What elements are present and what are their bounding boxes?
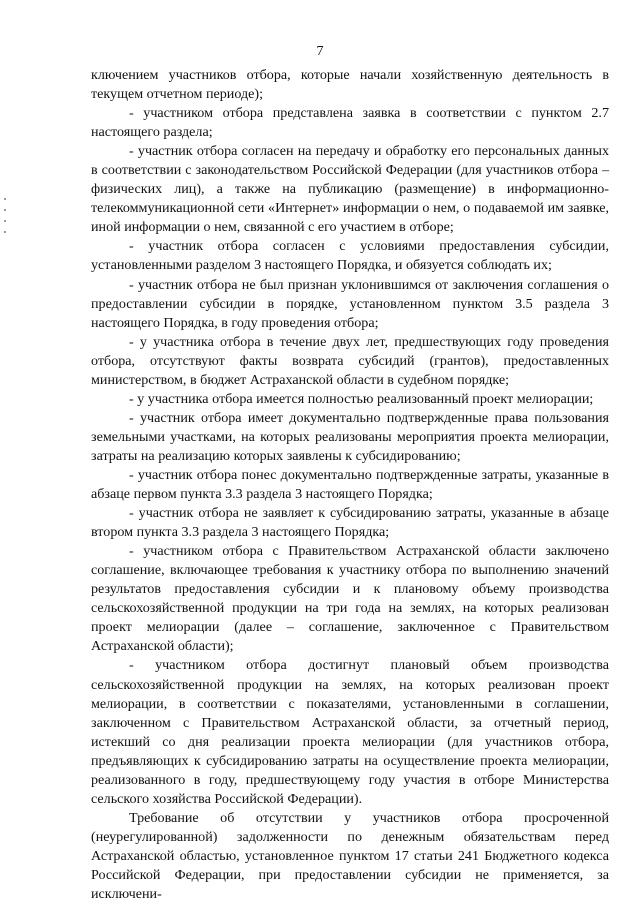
scan-margin-marks <box>4 198 8 258</box>
scan-dot <box>4 209 6 211</box>
paragraph-personal-data-consent: - участник отбора согласен на передачу и обработку его персональных данных в соответствии с законодательством Российской Федерации (для участников отбора – физических лиц), а также на публикацию (размещение) в информационно-телекоммуникационной сети «Интернет» информации о нем, о подаваемой им заявке, иной информации о нем, связанной с его участием в отборе; <box>91 143 609 236</box>
scan-dot <box>4 198 6 200</box>
paragraph-documented-costs: - участник отбора понес документально подтвержденные затраты, указанные в абзаце первом пункта 3.3 раздела 3 настоящего Порядка; <box>91 466 609 503</box>
paragraph-debt-requirement: Требование об отсутствии у участников отбора просроченной (неурегулированной) задолженности по денежным обязательствам перед Астраханской областью, установленное пунктом 17 статьи 241 Бюджетного кодекса Российской Федерации, при предоставлении субсидии не применяется, за исключени- <box>91 809 609 903</box>
paragraph-production-volume: - участником отбора достигнут плановый объем производства сельскохозяйственной продукции на землях, на которых реализован проект мелиорации, в соответствии с показателями, установленными в соглашении, заключенном с Правительством Астраханской области, за отчетный период, истекший со дня реализации проекта мелиорации (для участников отбора, предъявляющих к субсидированию затраты на осуществление проекта мелиорации, реализованного в году, предшествующему году участия в отборе Министерства сельского хозяйства Российской Федерации). <box>91 657 609 807</box>
paragraph-excluded-costs: - участник отбора не заявляет к субсидированию затраты, указанные в абзаце втором пункта 3.3 раздела 3 настоящего Порядка; <box>91 505 609 541</box>
paragraph-no-subsidy-returns: - у участника отбора в течение двух лет, предшествующих году проведения отбора, отсутствуют факты возврата субсидий (грантов), предоставленных министерством, в бюджет Астраханской области в судебном порядке; <box>91 333 609 388</box>
paragraph-government-agreement: - участником отбора с Правительством Астраханской области заключено соглашение, включающее требования к участнику отбора по выполнению значений результатов предоставления субсидии и к плановому объему производства сельскохозяйственной продукции на три года на землях, на которых реализован проект мелиорации (далее – соглашение, заключенное с Правительством Астраханской области); <box>91 543 609 655</box>
paragraph-not-evaded-agreement: - участник отбора не был признан уклонившимся от заключения соглашения о предоставлении субсидии в порядке, установленном пунктом 3.5 раздела 3 настоящего Порядка, в году проведения отбора; <box>91 276 609 331</box>
document-body <box>91 66 609 904</box>
page-number: 7 <box>316 44 324 59</box>
paragraph-application-submitted: - участником отбора представлена заявка в соответствии с пунктом 2.7 настоящего раздела; <box>91 105 609 141</box>
paragraph-agrees-conditions: - участник отбора согласен с условиями предоставления субсидии, установленными разделом 3 настоящего Порядка, и обязуется соблюдать их; <box>91 238 609 274</box>
paragraph-continuation: ключением участников отбора, которые начали хозяйственную деятельность в текущем отчетном периоде); <box>91 67 609 103</box>
scan-dot <box>4 220 6 222</box>
paragraph-melioration-project: - у участника отбора имеется полностью реализованный проект мелиорации; <box>129 390 594 407</box>
scan-dot <box>4 231 6 233</box>
paragraph-land-use-rights: - участник отбора имеет документально подтвержденные права пользования земельными участками, на которых реализованы мероприятия проекта мелиорации, затраты на реализацию которых заявлены к субсидированию; <box>91 409 609 464</box>
